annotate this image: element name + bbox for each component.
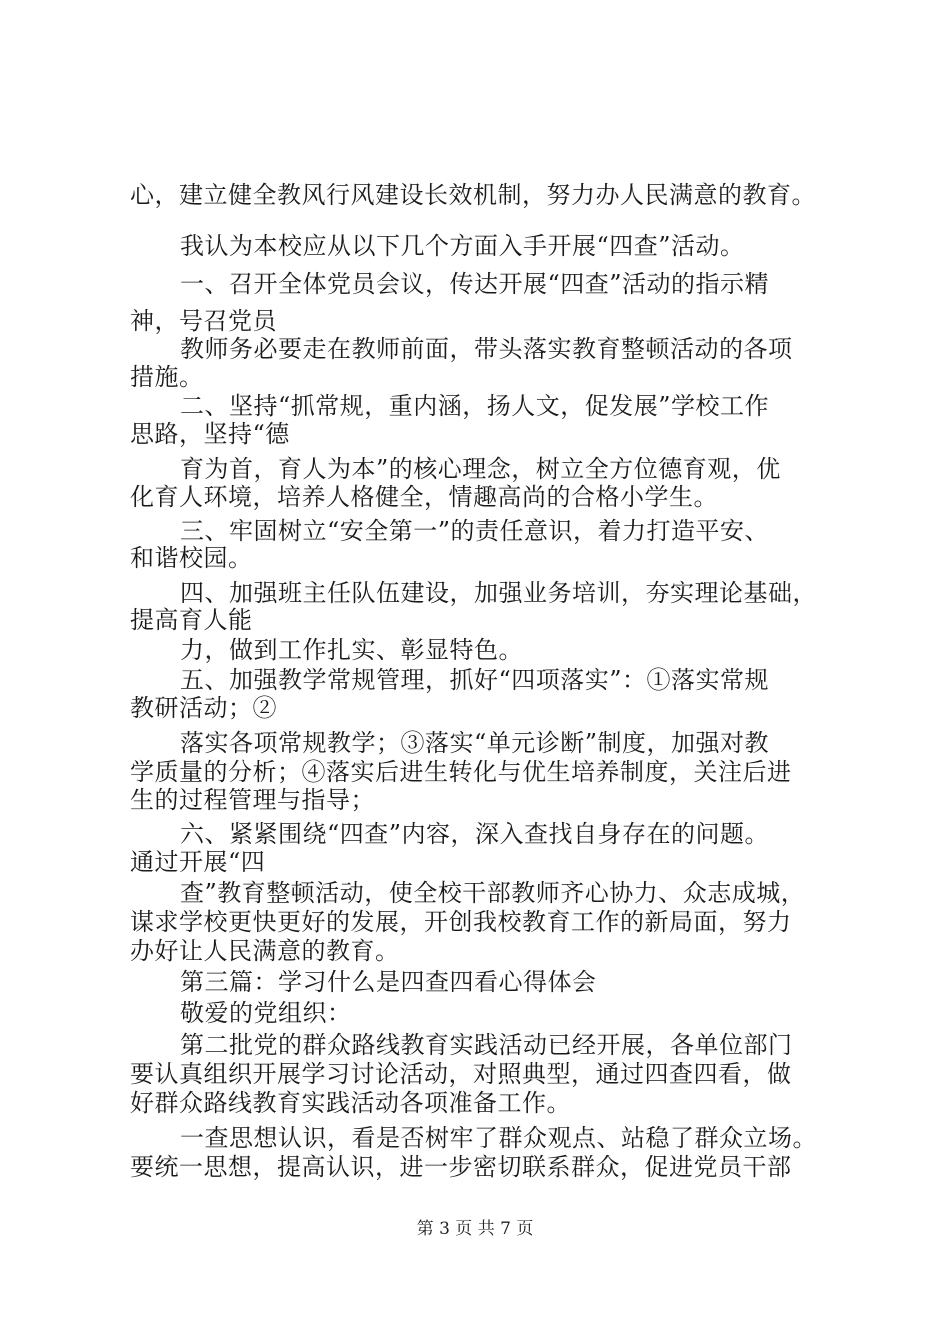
text-line: 三、牢固树立“安全第一”的责任意识，着力打造平安、: [180, 517, 770, 545]
page-number-footer: 第 3 页 共 7 页: [416, 1219, 534, 1239]
text-line: 教师务必要走在教师前面，带头落实教育整顿活动的各项: [180, 335, 793, 363]
text-line: 教研活动；②: [130, 694, 277, 722]
text-line: 第二批党的群众路线教育实践活动已经开展，各单位部门: [180, 1031, 793, 1059]
text-line: 心，建立健全教风行风建设长效机制，努力办人民满意的教育。: [130, 181, 816, 209]
text-line: 生的过程管理与指导；: [130, 786, 375, 814]
text-line: 查”教育整顿活动，使全校干部教师齐心协力、众志成城，: [180, 879, 806, 907]
text-line: 办好让人民满意的教育。: [130, 937, 400, 965]
text-line: 思路，坚持“德: [130, 420, 290, 448]
text-line: 四、加强班主任队伍建设，加强业务培训，夯实理论基础，: [180, 579, 817, 607]
salutation: 敬爱的党组织：: [180, 999, 352, 1027]
text-line: 和谐校园。: [130, 544, 253, 572]
text-line: 二、坚持“抓常规，重内涵，扬人文，促发展”学校工作: [180, 392, 770, 420]
text-line: 谋求学校更快更好的发展，开创我校教育工作的新局面，努力: [130, 908, 792, 936]
text-line: 我认为本校应从以下几个方面入手开展“四查”活动。: [180, 232, 745, 260]
text-line: 化育人环境，培养人格健全，情趣高尚的合格小学生。: [130, 483, 718, 511]
text-line: 力，做到工作扎实、彰显特色。: [180, 636, 523, 664]
text-line: 要认真组织开展学习讨论活动，对照典型，通过四查四看，做: [130, 1060, 792, 1088]
text-line: 措施。: [130, 363, 204, 391]
text-line: 六、紧紧围绕“四查”内容，深入查找自身存在的问题。: [180, 820, 770, 848]
text-line: 五、加强教学常规管理，抓好“四项落实”：①落实常规: [180, 666, 770, 694]
text-line: 通过开展“四: [130, 848, 266, 876]
text-line: 一查思想认识，看是否树牢了群众观点、站稳了群众立场。: [180, 1124, 817, 1152]
text-line: 神，号召党员: [130, 307, 277, 335]
text-line: 育为首，育人为本”的核心理念，树立全方位德育观，优: [180, 455, 781, 483]
text-line: 落实各项常规教学；③落实“单元诊断”制度，加强对教: [180, 729, 770, 757]
text-line: 好群众路线教育实践活动各项准备工作。: [130, 1089, 571, 1117]
section-heading: 第三篇：学习什么是四查四看心得体会: [180, 968, 597, 996]
text-line: 学质量的分析；④落实后进生转化与优生培养制度，关注后进: [130, 758, 792, 786]
text-line: 提高育人能: [130, 606, 253, 634]
text-line: 要统一思想，提高认识，进一步密切联系群众，促进党员干部: [130, 1153, 792, 1181]
text-line: 一、召开全体党员会议，传达开展“四查”活动的指示精: [180, 270, 770, 298]
